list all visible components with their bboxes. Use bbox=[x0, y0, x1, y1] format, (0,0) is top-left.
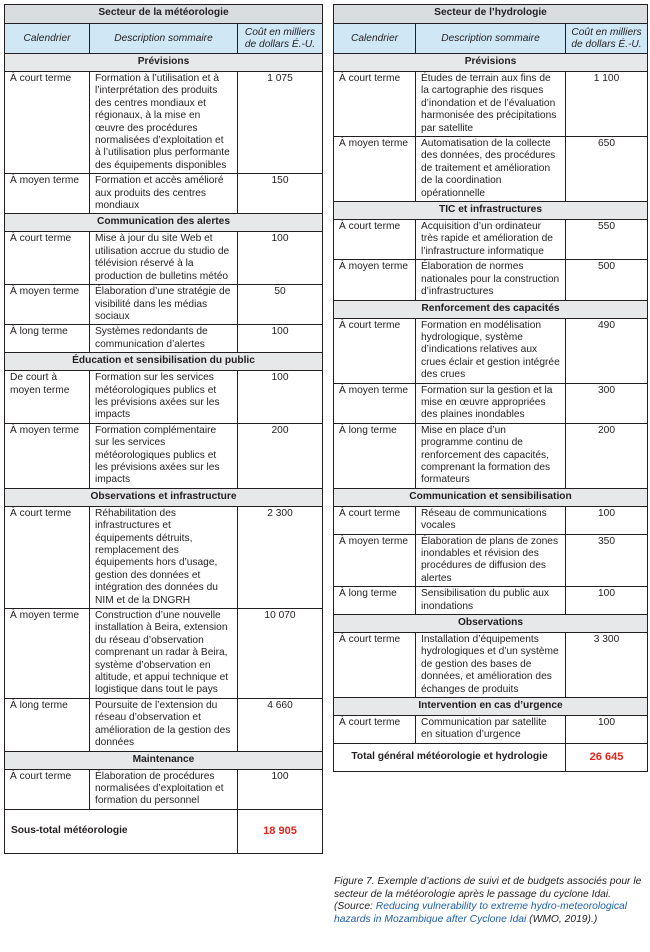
table-row bbox=[5, 285, 323, 325]
column-header-row bbox=[334, 24, 648, 54]
description-cell: Acquisition d’un ordinateur très rapide et amélioration de l’infrastructure informatique bbox=[416, 220, 566, 260]
table-row bbox=[334, 506, 648, 534]
description-cell: Élaboration d’une stratégie de visibilité dans les médias sociaux bbox=[90, 285, 238, 325]
cost-cell: 4 660 bbox=[238, 698, 323, 751]
description-cell: Formation sur les services météorologiques publics et les prévisions axées sur les impacts bbox=[90, 371, 238, 424]
timeframe-cell: À court terme bbox=[334, 318, 416, 383]
section-title: Intervention en cas d’urgence bbox=[334, 698, 648, 716]
description-cell: Installation d’équipements hydrologiques et d’un système de gestion des bases de données, et amélioration des échanges de produits bbox=[416, 633, 566, 698]
cost-cell: 1 100 bbox=[566, 72, 648, 137]
column-header-row bbox=[5, 24, 323, 54]
table-title-row bbox=[5, 5, 323, 24]
table-row bbox=[5, 506, 323, 608]
table-row bbox=[5, 174, 323, 214]
description-cell: Études de terrain aux fins de la cartographie des risques d’inondation et de l’évaluation harmonisée des précipitations par satellite bbox=[416, 72, 566, 137]
table-row bbox=[5, 769, 323, 809]
total-value: 26 645 bbox=[566, 743, 648, 771]
source-link[interactable]: Reducing vulnerability to extreme hydro-meteorological hazards in Mozambique after Cyclone Idai bbox=[334, 901, 628, 925]
col-header-description: Description sommaire bbox=[416, 24, 566, 54]
table-row bbox=[5, 325, 323, 353]
table-row bbox=[334, 587, 648, 615]
description-cell: Élaboration de plans de zones inondables et révision des procédures de diffusion des alertes bbox=[416, 534, 566, 587]
description-cell: Mise à jour du site Web et utilisation accrue du studio de télévision réservé à la production de bulletins météo bbox=[90, 232, 238, 285]
description-cell: Réhabilitation des infrastructures et équipements détruits, remplacement des équipements hors d’usage, gestion des données et intégration des données du NIM et de la DNGRH bbox=[90, 506, 238, 608]
meteorology-table bbox=[4, 4, 323, 854]
total-label: Sous-total météorologie bbox=[5, 809, 238, 853]
description-cell: Construction d’une nouvelle installation à Beira, extension du réseau d’observation comprenant un radar à Beira, système d’observation en altitude, et appui technique et logistique dans tout le pays bbox=[90, 609, 238, 699]
timeframe-cell: À court terme bbox=[5, 506, 90, 608]
cost-cell: 1 075 bbox=[238, 72, 323, 174]
section-title: Observations et infrastructure bbox=[5, 488, 323, 506]
timeframe-cell: À moyen terme bbox=[334, 534, 416, 587]
section-header-row bbox=[5, 214, 323, 232]
table-row bbox=[334, 72, 648, 137]
timeframe-cell: À moyen terme bbox=[334, 260, 416, 300]
col-header-calendar: Calendrier bbox=[334, 24, 416, 54]
col-header-calendar: Calendrier bbox=[5, 24, 90, 54]
section-header-row bbox=[5, 751, 323, 769]
table-row bbox=[5, 371, 323, 424]
timeframe-cell: À moyen terme bbox=[334, 383, 416, 423]
section-header-row bbox=[334, 488, 648, 506]
description-cell: Systèmes redondants de communication d’alertes bbox=[90, 325, 238, 353]
description-cell: Automatisation de la collecte des données, des procédures de traitement et amélioration de la coordination opérationnelle bbox=[416, 137, 566, 202]
description-cell: Communication par satellite en situation d’urgence bbox=[416, 716, 566, 744]
section-title: TIC et infrastructures bbox=[334, 202, 648, 220]
timeframe-cell: À court terme bbox=[5, 232, 90, 285]
table-title-row bbox=[334, 5, 648, 24]
table-row bbox=[5, 423, 323, 488]
section-title: Éducation et sensibilisation du public bbox=[5, 353, 323, 371]
description-cell: Formation sur la gestion et la mise en œuvre appropriées des plaines inondables bbox=[416, 383, 566, 423]
figure-caption: Figure 7. Exemple d’actions de suivi et de budgets associés pour le secteur de la météorologie après le passage du cyclone Idai. (Source: Reducing vulnerability to extreme hydro-meteorological hazards in Mozambique after Cyclone Idai (WMO, 2019).) bbox=[334, 876, 642, 925]
cost-cell: 550 bbox=[566, 220, 648, 260]
hydrology-table bbox=[333, 4, 648, 772]
table-row bbox=[334, 318, 648, 383]
section-title: Prévisions bbox=[5, 54, 323, 72]
section-title: Communication des alertes bbox=[5, 214, 323, 232]
table-row bbox=[334, 633, 648, 698]
cost-cell: 100 bbox=[566, 716, 648, 744]
cost-cell: 500 bbox=[566, 260, 648, 300]
timeframe-cell: À court terme bbox=[5, 769, 90, 809]
section-header-row bbox=[334, 698, 648, 716]
cost-cell: 490 bbox=[566, 318, 648, 383]
col-header-cost: Coût en milliers de dollars É.-U. bbox=[238, 24, 323, 54]
table-row bbox=[5, 609, 323, 699]
cost-cell: 3 300 bbox=[566, 633, 648, 698]
cost-cell: 100 bbox=[238, 325, 323, 353]
table-row bbox=[334, 423, 648, 488]
col-header-description: Description sommaire bbox=[90, 24, 238, 54]
cost-cell: 200 bbox=[566, 423, 648, 488]
description-cell: Élaboration de normes nationales pour la construction d’infrastructures bbox=[416, 260, 566, 300]
section-title: Maintenance bbox=[5, 751, 323, 769]
table-row bbox=[5, 698, 323, 751]
timeframe-cell: À long terme bbox=[334, 587, 416, 615]
timeframe-cell: À court terme bbox=[334, 716, 416, 744]
cost-cell: 650 bbox=[566, 137, 648, 202]
table-row bbox=[334, 137, 648, 202]
cost-cell: 200 bbox=[238, 423, 323, 488]
timeframe-cell: À court terme bbox=[5, 72, 90, 174]
description-cell: Formation complémentaire sur les services météorologiques publics et les prévisions axées sur les impacts bbox=[90, 423, 238, 488]
total-row bbox=[334, 743, 648, 771]
table-row bbox=[334, 534, 648, 587]
section-title: Observations bbox=[334, 615, 648, 633]
cost-cell: 50 bbox=[238, 285, 323, 325]
section-title: Communication et sensibilisation bbox=[334, 488, 648, 506]
col-header-cost: Coût en milliers de dollars É.-U. bbox=[566, 24, 648, 54]
timeframe-cell: À long terme bbox=[5, 325, 90, 353]
cost-cell: 100 bbox=[566, 506, 648, 534]
cost-cell: 100 bbox=[238, 371, 323, 424]
total-row bbox=[5, 809, 323, 853]
cost-cell: 150 bbox=[238, 174, 323, 214]
table-title: Secteur de la météorologie bbox=[5, 5, 323, 24]
cost-cell: 100 bbox=[238, 232, 323, 285]
section-header-row bbox=[5, 488, 323, 506]
section-header-row bbox=[334, 615, 648, 633]
description-cell: Mise en place d’un programme continu de renforcement des capacités, comprenant la formation des formateurs bbox=[416, 423, 566, 488]
section-title: Renforcement des capacités bbox=[334, 300, 648, 318]
cost-cell: 300 bbox=[566, 383, 648, 423]
section-header-row bbox=[5, 353, 323, 371]
table-row bbox=[5, 232, 323, 285]
total-label: Total général météorologie et hydrologie bbox=[334, 743, 566, 771]
timeframe-cell: À moyen terme bbox=[5, 285, 90, 325]
timeframe-cell: À long terme bbox=[334, 423, 416, 488]
description-cell: Formation et accès amélioré aux produits des centres mondiaux bbox=[90, 174, 238, 214]
table-row bbox=[334, 716, 648, 744]
section-title: Prévisions bbox=[334, 54, 648, 72]
cost-cell: 350 bbox=[566, 534, 648, 587]
timeframe-cell: De court à moyen terme bbox=[5, 371, 90, 424]
description-cell: Élaboration de procédures normalisées d’exploitation et formation du personnel bbox=[90, 769, 238, 809]
table-title: Secteur de l’hydrologie bbox=[334, 5, 648, 24]
timeframe-cell: À moyen terme bbox=[5, 423, 90, 488]
cost-cell: 2 300 bbox=[238, 506, 323, 608]
timeframe-cell: À court terme bbox=[334, 506, 416, 534]
description-cell: Réseau de communications vocales bbox=[416, 506, 566, 534]
table-row bbox=[334, 260, 648, 300]
cost-cell: 10 070 bbox=[238, 609, 323, 699]
timeframe-cell: À long terme bbox=[5, 698, 90, 751]
description-cell: Sensibilisation du public aux inondations bbox=[416, 587, 566, 615]
total-value: 18 905 bbox=[238, 809, 323, 853]
description-cell: Formation en modélisation hydrologique, système d’indications relatives aux crues éclair et gestion intégrée des crues bbox=[416, 318, 566, 383]
section-header-row bbox=[334, 300, 648, 318]
timeframe-cell: À moyen terme bbox=[334, 137, 416, 202]
timeframe-cell: À moyen terme bbox=[5, 174, 90, 214]
table-row bbox=[334, 220, 648, 260]
table-row bbox=[5, 72, 323, 174]
description-cell: Formation à l’utilisation et à l’interprétation des produits des centres mondiaux et régionaux, à la mise en œuvre des procédures normalisées d’exploitation et à l’utilisation plus performante des équipements disponibles bbox=[90, 72, 238, 174]
timeframe-cell: À court terme bbox=[334, 633, 416, 698]
cost-cell: 100 bbox=[238, 769, 323, 809]
description-cell: Poursuite de l’extension du réseau d’observation et amélioration de la gestion des données bbox=[90, 698, 238, 751]
table-row bbox=[334, 383, 648, 423]
timeframe-cell: À court terme bbox=[334, 220, 416, 260]
timeframe-cell: À moyen terme bbox=[5, 609, 90, 699]
timeframe-cell: À court terme bbox=[334, 72, 416, 137]
section-header-row bbox=[334, 202, 648, 220]
section-header-row bbox=[334, 54, 648, 72]
cost-cell: 100 bbox=[566, 587, 648, 615]
section-header-row bbox=[5, 54, 323, 72]
